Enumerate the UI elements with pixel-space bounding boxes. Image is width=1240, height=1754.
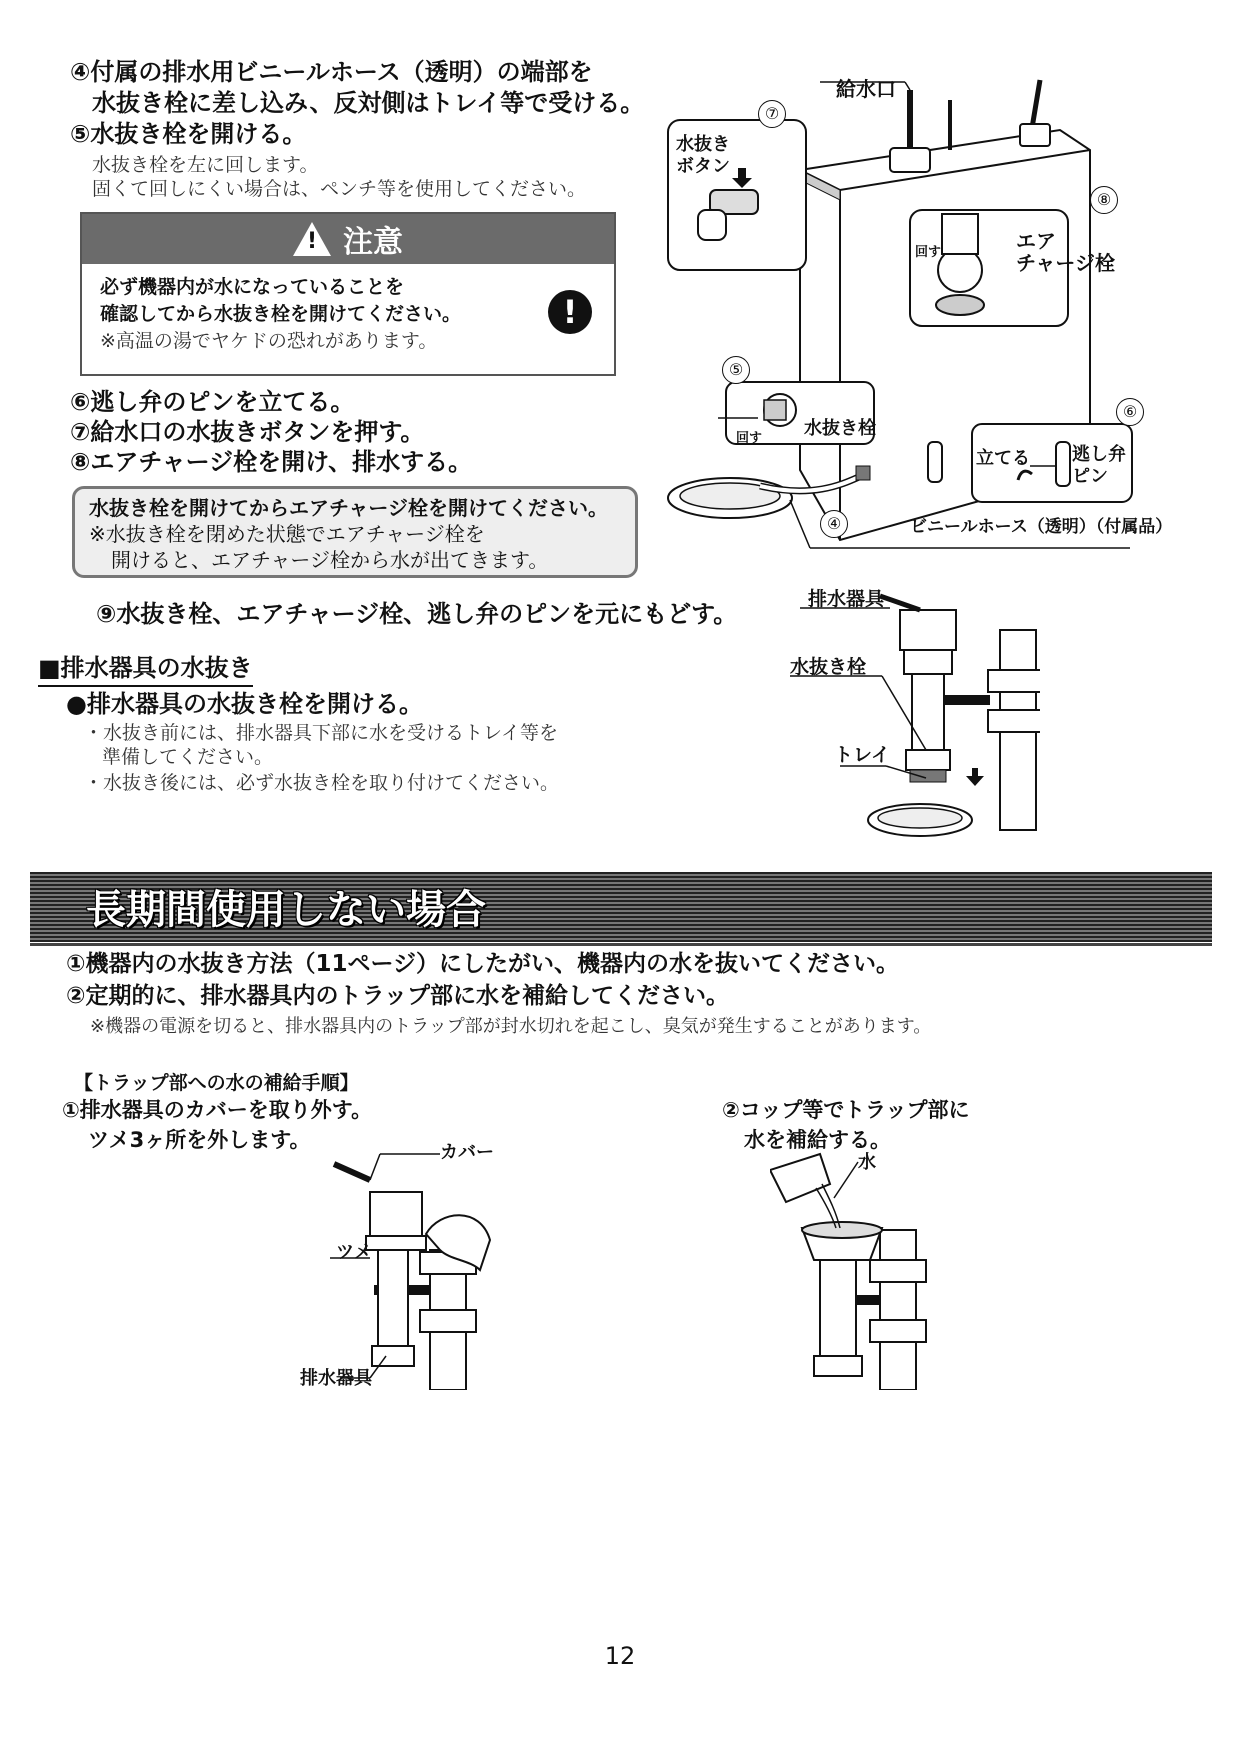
trap-step1b: ツメ3ヶ所を外します。: [88, 1128, 311, 1152]
step-4-line1: ④付属の排水用ビニールホース（透明）の端部を: [70, 58, 593, 86]
label-hose: ビニールホース（透明）（付属品）: [910, 517, 1173, 537]
trap-step2a: ②コップ等でトラップ部に: [722, 1098, 970, 1122]
trap-heading: 【トラップ部への水の補給手順】: [74, 1072, 359, 1094]
label-drain-mizunuki: 水抜き栓: [790, 656, 867, 678]
label-mizunuki-sen: 水抜き栓: [804, 418, 876, 439]
long-term-2: ②定期的に、排水器具内のトラップ部に水を補給してください。: [66, 983, 730, 1009]
step-7: ⑦給水口の水抜きボタンを押す。: [70, 418, 425, 446]
step-5: ⑤水抜き栓を開ける。: [70, 120, 307, 148]
label-haisui-kigu: 排水器具: [808, 588, 885, 610]
trap-step2b: 水を補給する。: [744, 1128, 891, 1152]
drain-note1b: 準備してください。: [102, 746, 274, 768]
marker-7: ⑦: [758, 100, 786, 128]
caution-header: [82, 214, 614, 264]
caution-body: [82, 264, 614, 365]
drain-note1: ・水抜き前には、排水器具下部に水を受けるトレイ等を: [84, 722, 559, 744]
caution-line3: ※高温の湯でヤケドの恐れがあります。: [100, 330, 438, 352]
drain-note2: ・水抜き後には、必ず水抜き栓を取り付けてください。: [84, 772, 560, 794]
label-mawasu-2: 回す: [736, 431, 763, 446]
trap-step1a: ①排水器具のカバーを取り外す。: [62, 1098, 373, 1122]
order-note-line2: ※水抜き栓を閉めた状態でエアチャージ栓を: [89, 522, 485, 546]
long-term-note: ※機器の電源を切ると、排水器具内のトラップ部が封水切れを起こし、臭気が発生することがあります。: [90, 1016, 932, 1037]
marker-6: ⑥: [1116, 398, 1144, 426]
step-6: ⑥逃し弁のピンを立てる。: [70, 388, 355, 416]
banner-divider: [30, 943, 1212, 946]
banner-title: 長期間使用しない場合: [86, 887, 486, 933]
label-mawasu-1: 回す: [915, 245, 942, 260]
marker-5: ⑤: [722, 356, 750, 384]
label-mizu: 水: [858, 1152, 876, 1173]
label-tateru: 立てる: [976, 448, 1030, 469]
label-air-charge: エア チャージ栓: [1016, 229, 1115, 275]
drain-step: ●排水器具の水抜き栓を開ける。: [66, 690, 423, 718]
label-nigashiben: 逃し弁 ピン: [1072, 444, 1126, 487]
caution-box: [80, 212, 616, 376]
order-note-line3: 開けると、エアチャージ栓から水が出てきます。: [111, 548, 549, 572]
remove-cover-figure: [330, 1150, 530, 1390]
caution-line1: 必ず機器内が水になっていることを: [100, 276, 405, 298]
long-term-1: ①機器内の水抜き方法（11ページ）にしたがい、機器内の水を抜いてください。: [66, 951, 900, 977]
label-tray: トレイ: [834, 744, 891, 766]
drain-fixture-figure: [780, 590, 1040, 840]
label-tsume: ツメ: [336, 1242, 372, 1263]
caution-title: 注意: [343, 225, 403, 260]
order-note-line1: 水抜き栓を開けてからエアチャージ栓を開けてください。: [89, 496, 608, 520]
refill-water-figure: [770, 1150, 950, 1390]
page-number: 12: [604, 1642, 636, 1670]
step-4-line2: 水抜き栓に差し込み、反対側はトレイ等で受ける。: [92, 89, 645, 117]
label-mizunuki-button: 水抜き ボタン: [676, 134, 730, 177]
marker-8: ⑧: [1090, 186, 1118, 214]
order-note-box: [72, 486, 638, 578]
step-5-note2: 固くて回しにくい場合は、ペンチ等を使用してください。: [92, 178, 587, 200]
drain-heading: ■排水器具の水抜き: [38, 652, 253, 687]
step-8: ⑧エアチャージ栓を開け、排水する。: [70, 448, 473, 476]
caution-line2: 確認してから水抜き栓を開けてください。: [100, 303, 462, 325]
warning-triangle-icon: !: [293, 222, 331, 256]
label-haisui-2: 排水器具: [300, 1368, 372, 1389]
step-9: ⑨水抜き栓、エアチャージ栓、逃し弁のピンを元にもどす。: [96, 600, 738, 628]
marker-4: ④: [820, 510, 848, 538]
label-cover: カバー: [440, 1142, 494, 1163]
step-5-note1: 水抜き栓を左に回します。: [92, 154, 319, 176]
exclamation-icon: !: [548, 290, 592, 334]
label-kyusuiguchi: 給水口: [836, 77, 896, 101]
section-banner: [30, 872, 1212, 942]
